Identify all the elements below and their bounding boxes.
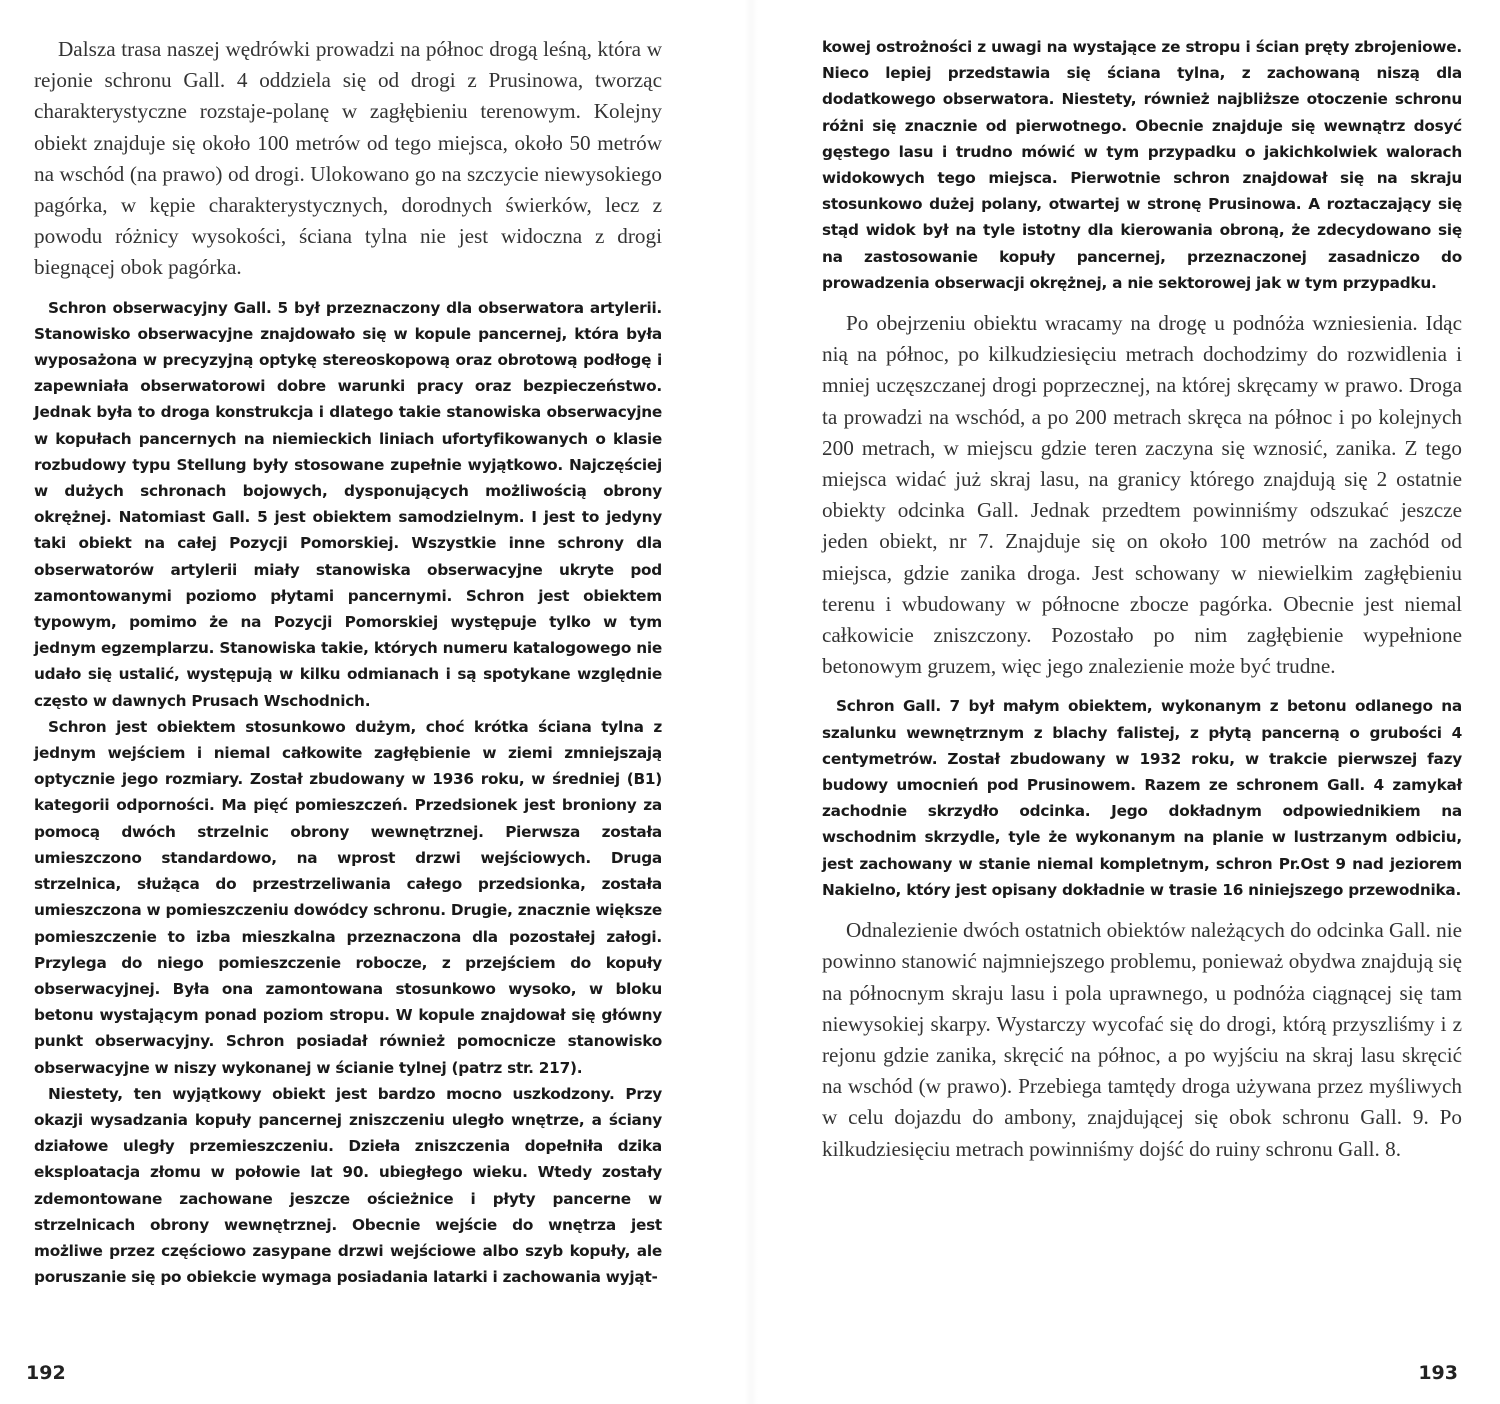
- book-spine-shadow: [744, 0, 758, 1404]
- right-paragraph-route-to-gall8: Odnalezienie dwóch ostatnich obiektów należących do odcinka Gall. nie powinno stanowić najmniejszego problemu, ponieważ obydwa znajdują się na północnym skraju lasu i pola uprawnego, u podnóża ciągnącej się tam niewysokiej skarpy. Wystarczy wycofać się do drogi, którą przyszliśmy i z rejonu gdzie zanika, skręcić na północ, a po wyjściu na skraj lasu skręcić na wschód (w prawo). Przebiega tamtędy droga używana przez myśliwych w celu dojazdu do ambony, znajdującej się obok schronu Gall. 9. Po kilkudziesięciu metrach powinniśmy dojść do ruiny schronu Gall. 8.: [822, 918, 1462, 1161]
- right-paragraph-route-to-gall7: Po obejrzeniu obiektu wracamy na drogę u podnóża wzniesienia. Idąc nią na północ, po kilkudziesięciu metrach dochodzimy do rozwidlenia i mniej uczęszczanej drogi poprzecznej, na której skręcamy w prawo. Droga ta prowadzi na wschód, a po 200 metrach skręca na północ i po kolejnych 200 metrach, w miejscu gdzie teren zaczyna się wznosić, zanika. Z tego miejsca widać już skraj lasu, na granicy którego znajdują się 2 ostatnie obiekty odcinka Gall. Jednak przedtem powinniśmy odszukać jeszcze jeden obiekt, nr 7. Znajduje się on około 100 metrów na zachód od miejsca, gdzie zanika droga. Jest schowany w niewielkim zagłębieniu terenu i wbudowany w północne zbocze pagórka. Obecnie jest niemal całkowicie zniszczony. Pozostało po nim zagłębienie wypełnione betonowym gruzem, więc jego znalezienie może być trudne.: [822, 311, 1462, 679]
- right-paragraph-gall7-description: Schron Gall. 7 był małym obiektem, wykonanym z betonu odlanego na szalunku wewnętrznym z blachy falistej, z płytą pancerną o grubości 4 centymetrów. Został zbudowany w 1932 roku, w trakcie pierwszej fazy budowy umocnień pod Prusinowem. Razem ze schronem Gall. 4 zamykał zachodnie skrzydło odcinka. Jego dokładnym odpowiednikiem na wschodnim skrzydle, tyle że wykonanym na planie w lustrzanym odbiciu, jest zachowany w stanie niemal kompletnym, schron Pr.Ost 9 nad jeziorem Nakielno, który jest opisany dokładnie w trasie 16 niniejszego przewodnika.: [822, 697, 1462, 899]
- left-paragraph-gall5-description: Schron obserwacyjny Gall. 5 był przeznaczony dla obserwatora artylerii. Stanowisko obserwacyjne znajdowało się w kopule pancernej, która była wyposażona w precyzyjną optykę stereoskopową oraz obrotową podłogę i zapewniała obserwatorowi dobre warunki pracy oraz bezpieczeństwo. Jednak była to droga konstrukcja i dlatego takie stanowiska obserwacyjne w kopułach pancernych na niemieckich liniach ufortyfikowanych o klasie rozbudowy typu Stellung były stosowane zupełnie wyjątkowo. Najczęściej w dużych schronach bojowych, dysponujących możliwością obrony okrężnej. Natomiast Gall. 5 jest obiektem samodzielnym. I jest to jedyny taki obiekt na całej Pozycji Pomorskiej. Wszystkie inne schrony dla obserwatorów artylerii miały stanowiska obserwacyjne ukryte pod zamontowanymi poziomo płytami pancernymi. Schron jest obiektem typowym, pomimo że na Pozycji Pomorskiej występuje tylko w tym jednym egzemplarzu. Stanowiska takie, których numeru katalogowego nie udało się ustalić, występują w kilku odmianach i są spotykane względnie często w dawnych Prusach Wschodnich.: [34, 298, 662, 710]
- left-paragraph-gall5-construction: Schron jest obiektem stosunkowo dużym, choć krótka ściana tylna z jednym wejściem i niemal całkowite zagłębienie w ziemi zmniejszają optycznie jego rozmiary. Został zbudowany w 1936 roku, w średniej (B1) kategorii odporności. Ma pięć pomieszczeń. Przedsionek jest broniony za pomocą dwóch strzelnic obrony wewnętrznej. Pierwsza została umieszczono standardowo, na wprost drzwi wejściowych. Druga strzelnica, służąca do przestrzeliwania całego przedsionka, została umieszczona w pomieszczeniu dowódcy schronu. Drugie, znacznie większe pomieszczenie to izba mieszkalna przeznaczona dla pozostałej załogi. Przylega do niego pomieszczenie robocze, z przejściem do kopuły obserwacyjnej. Była ona zamontowana stosunkowo wysoko, w bloku betonu wystającym ponad poziom stropu. W kopule znajdował się główny punkt obserwacyjny. Schron posiadał również pomocnicze stanowisko obserwacyjne w niszy wykonanej w ścianie tylnej (patrz str. 217).: [34, 717, 662, 1077]
- page-number-right: 193: [1418, 1362, 1458, 1384]
- right-page-text-column: [822, 34, 1462, 1176]
- right-paragraph-gall5-continued: kowej ostrożności z uwagi na wystające ze stropu i ścian pręty zbrojeniowe. Nieco lepiej przedstawia się ściana tylna, z zachowaną niszą dla dodatkowego obserwatora. Niestety, również najbliższe otoczenie schronu różni się znacznie od pierwotnego. Obecnie znajduje się wewnątrz dosyć gęstego lasu i trudno mówić w tym przypadku o jakichkolwiek walorach widokowych tego miejsca. Pierwotnie schron znajdował się na skraju stosunkowo dużej polany, otwartej w stronę Prusinowa. A roztaczający się stąd widok był na tyle istotny dla kierowania obroną, że zdecydowano się na zastosowanie kopuły pancernej, przeznaczonej zasadniczo do prowadzenia obserwacji okrężnej, a nie sektorowej jak w tym przypadku.: [822, 38, 1462, 292]
- page-number-left: 192: [26, 1362, 66, 1384]
- left-page-text-column: [34, 34, 662, 1290]
- left-paragraph-gall5-damage: Niestety, ten wyjątkowy obiekt jest bardzo mocno uszkodzony. Przy okazji wysadzania kopuły pancernej zniszczeniu uległo wnętrze, a ściany działowe uległy przemieszczeniu. Dzieła zniszczenia dopełniła dzika eksploatacja złomu w połowie lat 90. ubiegłego wieku. Wtedy zostały zdemontowane zachowane jeszcze ościeżnice i płyty pancerne w strzelnicach obrony wewnętrznej. Obecnie wejście do wnętrza jest możliwe przez częściowo zasypane drzwi wejściowe albo szyb kopuły, ale poruszanie się po obiekcie wymaga posiadania latarki i zachowania wyjąt-: [34, 1084, 662, 1287]
- left-paragraph-route: Dalsza trasa naszej wędrówki prowadzi na północ drogą leśną, która w rejonie schronu Gall. 4 oddziela się od drogi z Prusinowa, tworząc charakterystyczne rozstaje-polanę w zagłębieniu terenowym. Kolejny obiekt znajduje się około 100 metrów od tego miejsca, około 50 metrów na wschód (na prawo) od drogi. Ulokowano go na szczycie niewysokiego pagórka, w kępie charakterystycznych, dorodnych świerków, lecz z powodu różnicy wysokości, ściana tylna nie jest widoczna z drogi biegnącej obok pagórka.: [34, 37, 662, 280]
